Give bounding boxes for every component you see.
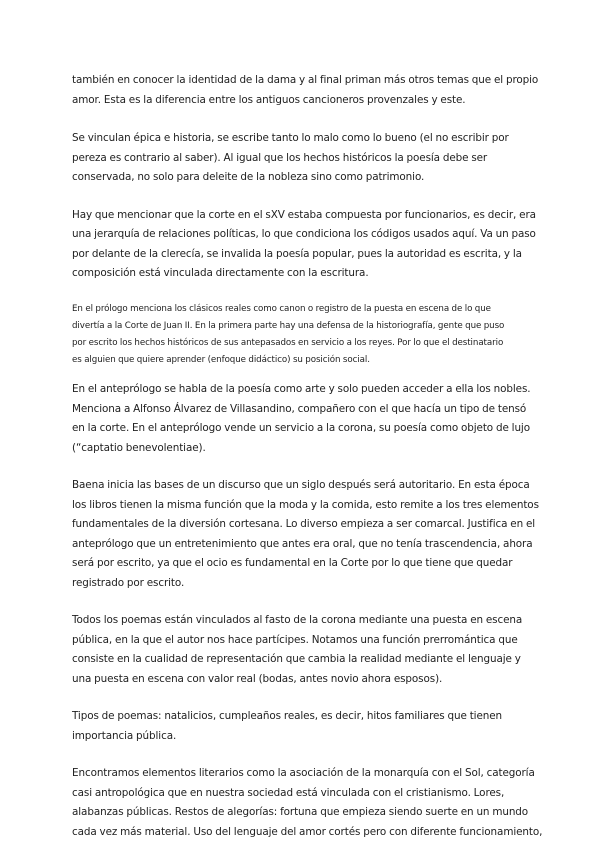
paragraph-2 [72, 129, 532, 188]
text-line: consiste en la cualidad de representación que cambia la realidad mediante el lenguaje y [72, 653, 521, 666]
text-line: en la corte. En el anteprólogo vende un servicio a la corona, su poesía como objeto de lujo [72, 422, 530, 435]
text-line: Se vinculan épica e historia, se escribe tanto lo malo como lo bueno (el no escribir por [72, 132, 509, 144]
text-line: En el prólogo menciona los clásicos reales como canon o registro de la puesta en escena de lo que [72, 303, 491, 314]
text-line: (“captatio benevolentiae). [72, 441, 206, 454]
paragraph-1 [72, 71, 539, 110]
text-line: alabanzas públicas. Restos de alegorías: fortuna que empieza siendo suerte en un mundo [72, 806, 529, 819]
text-line: los libros tienen la misma función que la moda y la comida, esto remite a los tres elementos [72, 498, 539, 511]
text-line: una puesta en escena con valor real (bodas, antes novio ahora esposos). [72, 672, 443, 685]
text-line: En el anteprólogo se habla de la poesía como arte y solo pueden acceder a ella los nobles. [72, 383, 531, 396]
text-line: Todos los poemas están vinculados al fasto de la corona mediante una puesta en escena [72, 614, 523, 627]
document-page [72, 71, 543, 842]
paragraph-9 [72, 764, 543, 842]
text-line: anteprólogo que un entretenimiento que antes era oral, que no tenía trascendencia, ahora [72, 537, 533, 550]
text-line: Baena inicia las bases de un discurso que un siglo después será autoritario. En esta época [72, 479, 530, 492]
text-line: será por escrito, ya que el ocio es fundamental en la Corte por lo que tiene que quedar [72, 557, 513, 570]
text-line: una jerarquía de relaciones políticas, lo que condiciona los códigos usados aquí. Va un paso [72, 228, 536, 240]
paragraph-6 [72, 476, 539, 593]
text-line: composición está vinculada directamente con la escritura. [72, 267, 369, 279]
text-line: pereza es contrario al saber). Al igual que los hechos históricos la poesía debe ser [72, 151, 488, 164]
text-line: Hay que mencionar que la corte en el sXV estaba compuesta por funcionarios, es decir, era [72, 208, 536, 221]
text-line: Menciona a Alfonso Álvarez de Villasandino, compañero con el que hacía un tipo de tensó [72, 402, 527, 415]
paragraph-5 [72, 380, 532, 458]
text-line: Tipos de poemas: natalicios, cumpleaños reales, es decir, hitos familiares que tienen [72, 710, 503, 723]
text-line: pública, en la que el autor nos hace partícipes. Notamos una función prerromántica que [72, 633, 518, 646]
text-line: conservada, no solo para deleite de la nobleza sino como patrimonio. [72, 171, 425, 183]
paragraph-8 [72, 707, 532, 746]
text-line: es alguien que quiere aprender (enfoque didáctico) su posición social. [72, 355, 370, 366]
paragraph-3 [72, 206, 536, 284]
paragraph-7 [72, 611, 532, 689]
text-line: cada vez más material. Uso del lenguaje del amor cortés pero con diferente funcionamiento, [72, 825, 543, 838]
text-line: por escrito los hechos históricos de sus antepasados en servicio a los reyes. Por lo que el destinatario [72, 337, 504, 348]
text-line: fundamentales de la diversión cortesana. Lo diverso empieza a ser comarcal. Justifica en el [72, 518, 536, 531]
text-line: divertía a la Corte de Juan II. En la primera parte hay una defensa de la historiografía, gente que puso [72, 320, 505, 331]
text-line: registrado por escrito. [72, 576, 185, 589]
text-line: importancia pública. [72, 729, 177, 742]
paragraph-4 [72, 301, 532, 370]
text-line: también en conocer la identidad de la dama y al final priman más otros temas que el propio [72, 74, 539, 86]
text-line: Encontramos elementos literarios como la asociación de la monarquía con el Sol, categoría [72, 767, 535, 780]
text-line: por delante de la clerecía, se invalida la poesía popular, pues la autoridad es escrita, y la [72, 247, 522, 260]
text-line: amor. Esta es la diferencia entre los antiguos cancioneros provenzales y este. [72, 93, 466, 106]
text-line: casi antropológica que en nuestra sociedad está vinculada con el cristianismo. Lores, [72, 786, 505, 799]
